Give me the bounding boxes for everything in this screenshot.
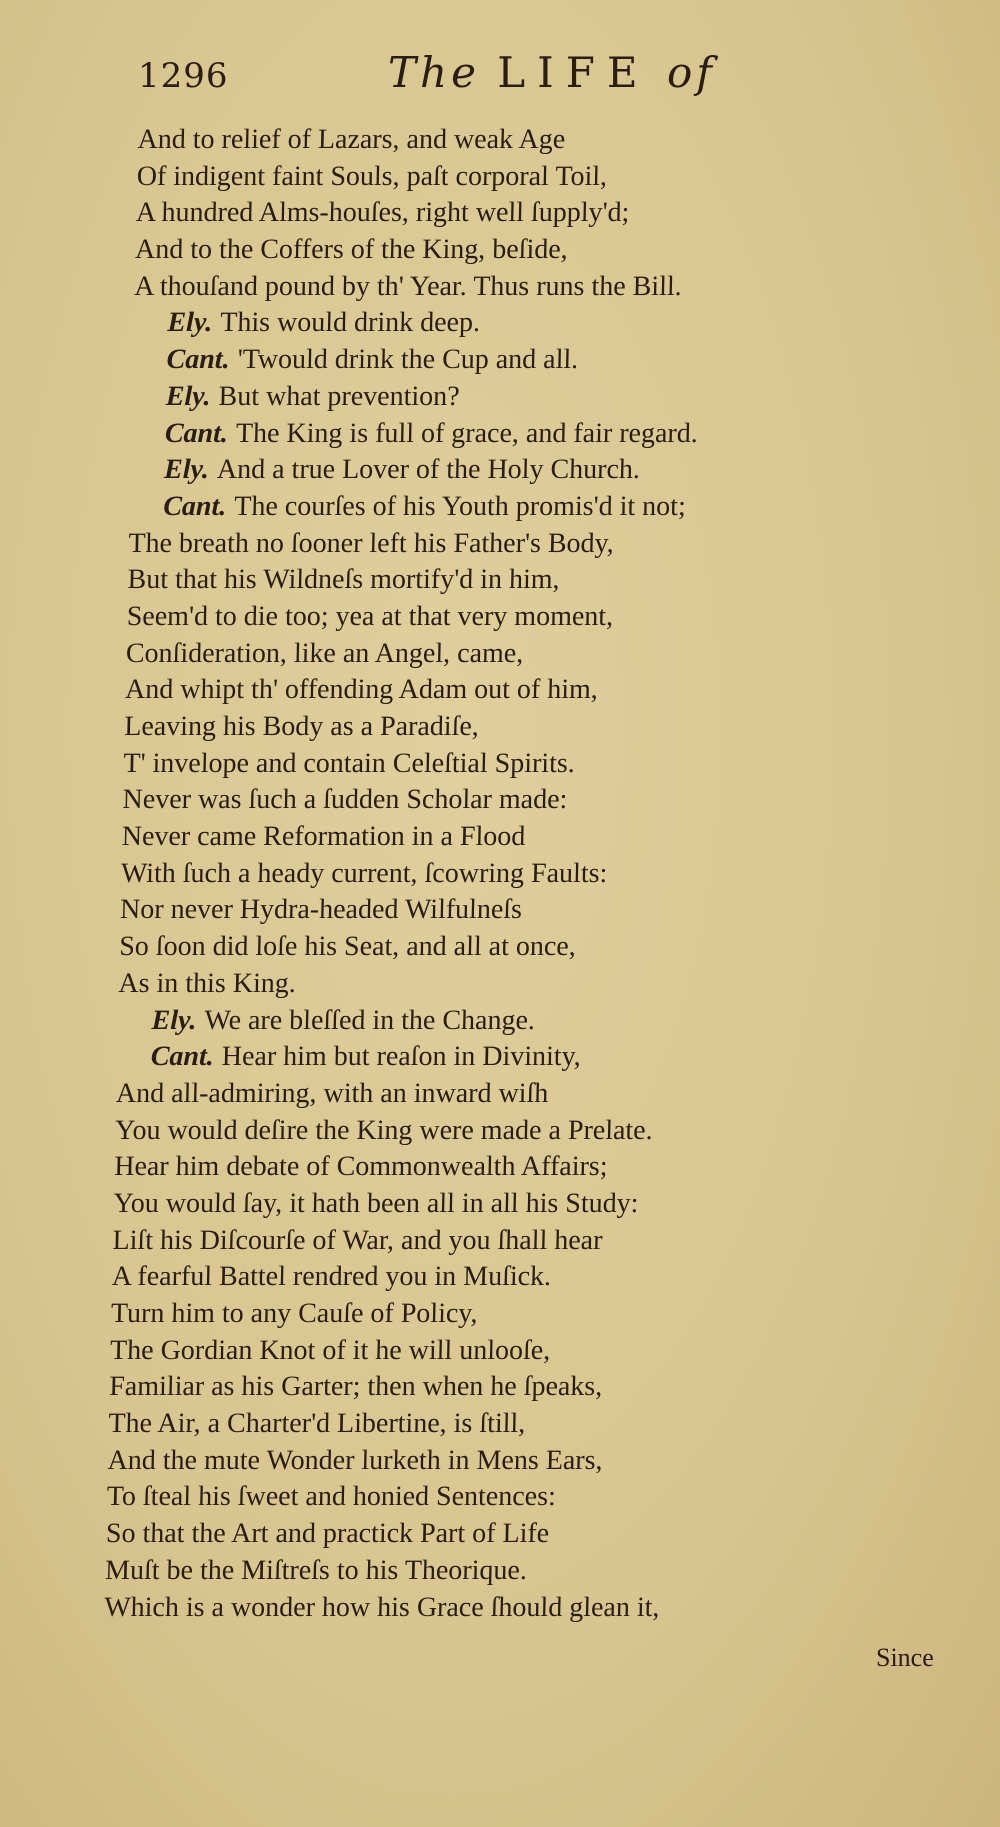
speech-line bbox=[116, 1039, 937, 1076]
line-text: Conſideration, like an Angel, came, bbox=[125, 637, 524, 669]
line-text: As in this King. bbox=[118, 967, 297, 999]
line-text: And whipt th' offending Adam out of him, bbox=[124, 674, 599, 706]
line-text: Nor never Hydra-headed Wilfulneſs bbox=[119, 894, 523, 926]
speaker-name: Cant. bbox=[166, 344, 230, 376]
verse-line bbox=[126, 599, 947, 636]
verse-line bbox=[135, 232, 956, 269]
verse-line bbox=[125, 672, 946, 709]
line-text: So ſoon did loſe his Seat, and all at once, bbox=[118, 931, 577, 963]
verse-line bbox=[121, 856, 942, 893]
verse-line bbox=[111, 1296, 932, 1333]
speaker-name: Cant. bbox=[150, 1041, 215, 1073]
speech-line bbox=[133, 305, 954, 342]
line-text: To ſteal his ſweet and honied Sentences: bbox=[106, 1481, 557, 1513]
line-text: And a true Lover of the Holy Church. bbox=[216, 454, 641, 486]
speech-line bbox=[132, 342, 953, 379]
verse-line bbox=[105, 1553, 926, 1590]
verse-line bbox=[109, 1369, 930, 1406]
verse-line bbox=[106, 1516, 927, 1553]
speech-line bbox=[117, 1003, 938, 1040]
verse-line bbox=[126, 636, 947, 673]
line-text: A hundred Alms-houſes, right well ſupply'd; bbox=[135, 197, 630, 229]
running-header bbox=[138, 48, 738, 104]
line-text: And to relief of Lazars, and weak Age bbox=[137, 124, 566, 155]
speaker-name: Cant. bbox=[162, 490, 227, 522]
verse-line bbox=[136, 195, 957, 232]
line-text: Hear him but reaſon in Divinity, bbox=[221, 1041, 582, 1073]
speaker-name: Cant. bbox=[164, 417, 229, 449]
line-text: And all-admiring, with an inward wiſh bbox=[115, 1077, 549, 1109]
line-text: So that the Art and practick Part of Life bbox=[105, 1518, 550, 1550]
verse-text bbox=[104, 122, 958, 1626]
page-number: 1296 bbox=[138, 56, 229, 96]
line-text: A fearful Battel rendred you in Muſick. bbox=[111, 1261, 552, 1293]
line-text: The breath no ſooner left his Father's Body, bbox=[128, 527, 615, 559]
speech-line bbox=[130, 452, 951, 489]
line-text: Never was ſuch a ſudden Scholar made: bbox=[122, 784, 568, 816]
line-text: Seem'd to die too; yea at that very moment, bbox=[126, 600, 614, 632]
verse-line bbox=[111, 1259, 932, 1296]
speech-line bbox=[131, 416, 952, 453]
line-text: 'Twould drink the Cup and all. bbox=[237, 344, 579, 376]
line-text: The Air, a Charter'd Libertine, is ſtill, bbox=[108, 1408, 526, 1440]
running-title: The LIFE of bbox=[388, 48, 716, 97]
catchword: Since bbox=[876, 1643, 934, 1672]
line-text: You would deſire the King were made a Prelate. bbox=[114, 1114, 654, 1146]
verse-line bbox=[122, 782, 943, 819]
line-text: Which is a wonder how his Grace ſhould glean it, bbox=[103, 1591, 660, 1623]
verse-line bbox=[104, 1590, 925, 1627]
line-text: Of indigent faint Souls, paſt corporal Toil, bbox=[136, 160, 608, 192]
verse-line bbox=[114, 1149, 935, 1186]
verse-line bbox=[124, 709, 945, 746]
line-text: But that his Wildneſs mortify'd in him, bbox=[127, 564, 560, 596]
speaker-name: Ely. bbox=[165, 380, 211, 412]
line-text: Liſt his Diſcourſe of War, and you ſhall hear bbox=[112, 1224, 603, 1256]
line-text: The Gordian Knot of it he will unlooſe, bbox=[109, 1334, 551, 1366]
verse-line bbox=[108, 1406, 929, 1443]
line-text: The courſes of his Youth promis'd it not; bbox=[233, 490, 687, 522]
verse-line bbox=[118, 966, 939, 1003]
line-text: A thouſand pound by th' Year. Thus runs the Bill. bbox=[133, 270, 683, 302]
line-text: And the mute Wonder lurketh in Mens Ears, bbox=[107, 1444, 603, 1476]
line-text: Turn him to any Cauſe of Policy, bbox=[110, 1298, 478, 1329]
line-text: With ſuch a heady current, ſcowring Faults: bbox=[120, 857, 608, 889]
line-text: This would drink deep. bbox=[219, 307, 481, 339]
verse-line bbox=[106, 1479, 927, 1516]
verse-line bbox=[121, 819, 942, 856]
verse-line bbox=[110, 1333, 931, 1370]
line-text: The King is full of grace, and fair regard. bbox=[235, 417, 699, 449]
line-text: Leaving his Body as a Paradiſe, bbox=[123, 711, 480, 742]
line-text: T' invelope and contain Celeſtial Spirits. bbox=[123, 747, 576, 779]
verse-line bbox=[113, 1186, 934, 1223]
verse-line bbox=[137, 122, 958, 159]
verse-line bbox=[136, 159, 957, 196]
line-text: Muſt be the Miſtreſs to his Theorique. bbox=[104, 1554, 528, 1586]
line-text: Familiar as his Garter; then when he ſpeaks, bbox=[108, 1371, 603, 1403]
line-text: We are bleſſed in the Change. bbox=[204, 1004, 536, 1036]
verse-line bbox=[112, 1223, 933, 1260]
speaker-name: Ely. bbox=[167, 307, 213, 339]
line-text: Hear him debate of Commonwealth Affairs; bbox=[113, 1151, 608, 1183]
verse-line bbox=[134, 269, 955, 306]
verse-line bbox=[116, 1076, 937, 1113]
line-text: You would ſay, it hath been all in all his Study: bbox=[113, 1187, 639, 1219]
verse-line bbox=[107, 1443, 928, 1480]
speaker-name: Ely. bbox=[151, 1004, 197, 1036]
verse-line bbox=[119, 929, 940, 966]
verse-line bbox=[128, 526, 949, 563]
verse-line bbox=[120, 892, 941, 929]
line-text: And to the Coffers of the King, beſide, bbox=[134, 234, 569, 266]
speaker-name: Ely. bbox=[163, 454, 210, 486]
line-text: But what prevention? bbox=[218, 380, 461, 412]
speech-line bbox=[131, 379, 952, 416]
line-text: Never came Reformation in a Flood bbox=[121, 821, 526, 853]
speech-line bbox=[129, 489, 950, 526]
verse-line bbox=[123, 746, 944, 783]
verse-line bbox=[127, 562, 948, 599]
verse-line bbox=[115, 1113, 936, 1150]
